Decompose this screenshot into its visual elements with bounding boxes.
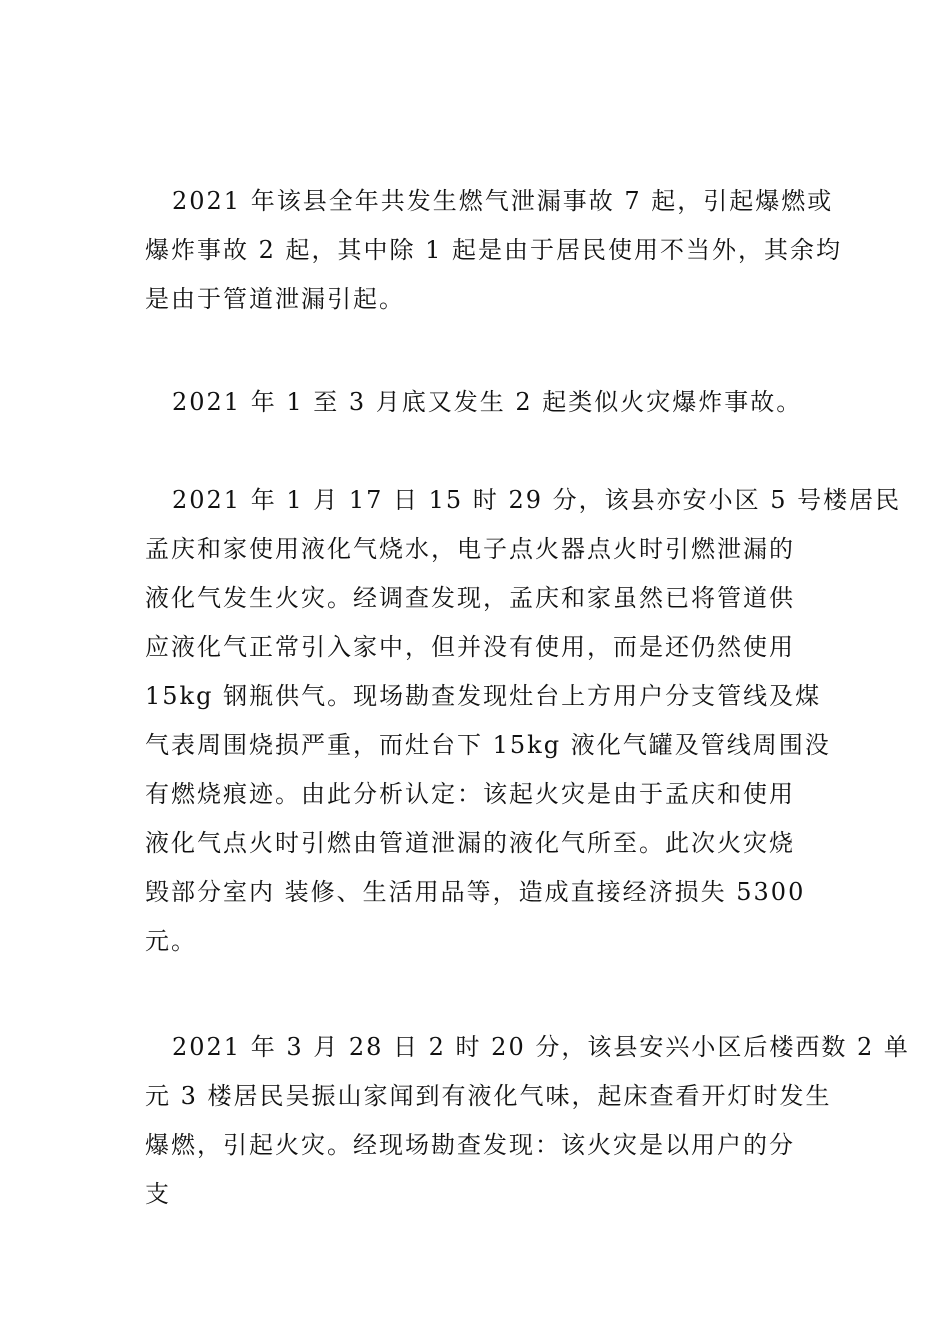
text-line: 液化气发生火灾。经调查发现，孟庆和家虽然已将管道供 [145, 584, 795, 612]
text-line: 15kg 钢瓶供气。现场勘查发现灶台上方用户分支管线及煤 [145, 682, 822, 710]
text-line: 元。 [145, 927, 197, 955]
text-line: 元 3 楼居民吴振山家闻到有液化气味，起床查看开灯时发生 [145, 1082, 832, 1110]
text-line: 气表周围烧损严重，而灶台下 15kg 液化气罐及管线周围没 [145, 731, 831, 759]
text-line: 有燃烧痕迹。由此分析认定：该起火灾是由于孟庆和使用 [145, 780, 795, 808]
text-line: 孟庆和家使用液化气烧水，电子点火器点火时引燃泄漏的 [145, 535, 795, 563]
text-line: 爆炸事故 2 起，其中除 1 起是由于居民使用不当外，其余均 [145, 236, 843, 264]
paragraph-gas-leak-summary [145, 177, 843, 324]
text-line: 2021 年 1 至 3 月底又发生 2 起类似火灾爆炸事故。 [172, 388, 803, 416]
text-line: 支 [145, 1180, 171, 1208]
text-line: 是由于管道泄漏引起。 [145, 285, 405, 313]
paragraph-january-fire [145, 476, 902, 966]
text-line: 2021 年 3 月 28 日 2 时 20 分，该县安兴小区后楼西数 2 单 [172, 1033, 910, 1061]
text-line: 毁部分室内 装修、生活用品等，造成直接经济损失 5300 [145, 878, 806, 906]
text-line: 爆燃，引起火灾。经现场勘查发现：该火灾是以用户的分 [145, 1131, 795, 1159]
text-line: 2021 年该县全年共发生燃气泄漏事故 7 起，引起爆燃或 [172, 187, 834, 215]
text-line: 2021 年 1 月 17 日 15 时 29 分，该县亦安小区 5 号楼居民 [172, 486, 902, 514]
paragraph-march-fire [145, 1023, 910, 1219]
text-line: 应液化气正常引入家中，但并没有使用，而是还仍然使用 [145, 633, 795, 661]
text-line: 液化气点火时引燃由管道泄漏的液化气所至。此次火灾烧 [145, 829, 795, 857]
paragraph-early-2021-incidents [145, 378, 810, 427]
